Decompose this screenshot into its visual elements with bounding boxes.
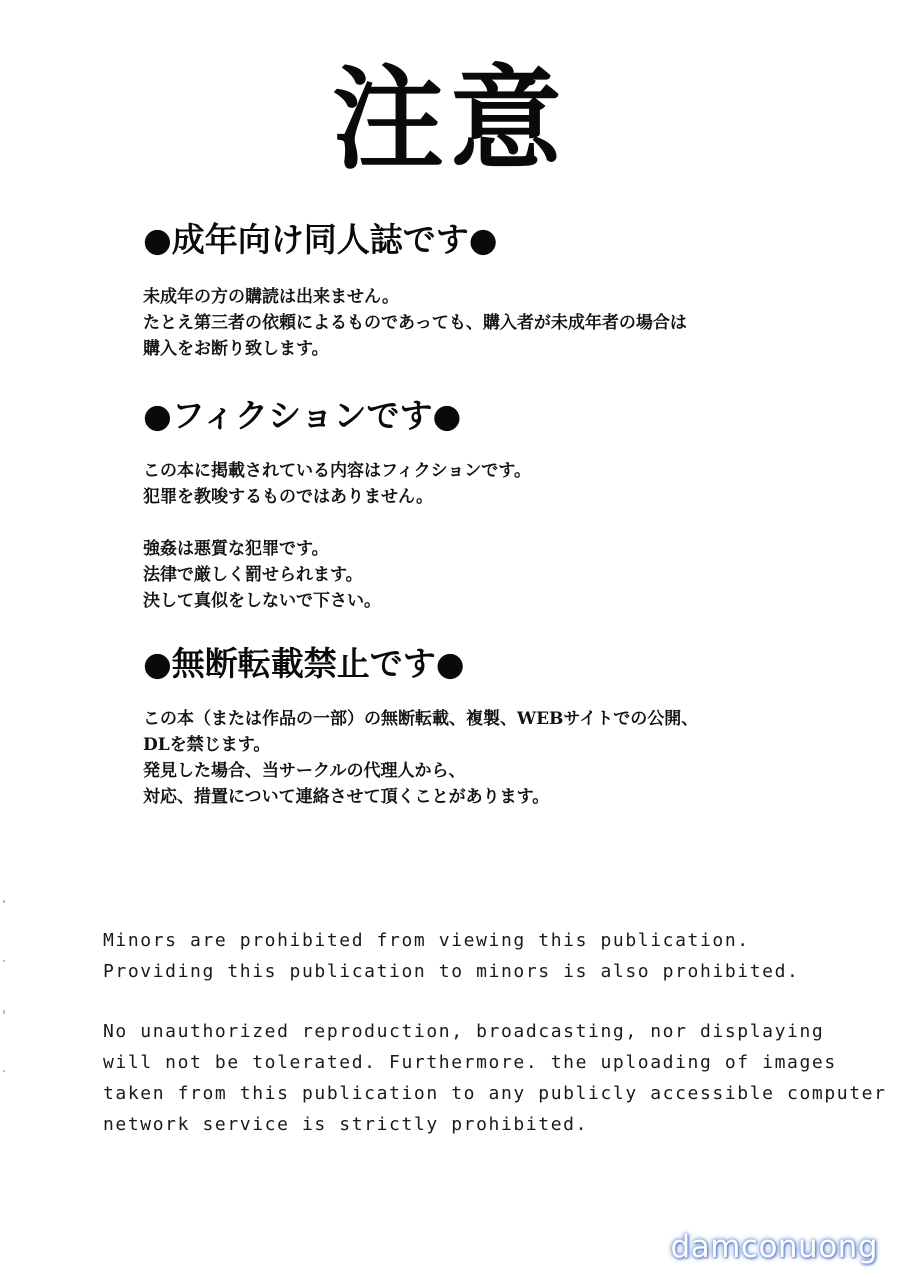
body-line: 法律で厳しく罰せられます。 [143,565,363,585]
body-line: 決して真似をしないで下さい。 [143,591,381,611]
body-line: DLを禁じます。 [143,735,271,755]
section-fiction [143,394,823,614]
section-heading: ●無断転載禁止です● [143,644,465,683]
body-line: この本（または作品の一部）の無断転載、複製、WEBサイトでの公開、 [143,709,699,729]
english-line: network service is strictly prohibited. [103,1114,589,1135]
scan-speck [3,900,5,903]
english-line: No unauthorized reproduction, broadcasting, nor displaying [103,1021,825,1042]
body-line-spacer [143,510,823,536]
section-heading: ●成年向け同人誌です● [143,220,498,259]
body-line: 犯罪を教唆するものではありません。 [143,487,434,507]
english-notice-reproduction [103,1016,887,1140]
scan-speck [3,1070,5,1072]
section-heading: ●フィクションです● [143,396,462,435]
body-line: この本に掲載されている内容はフィクションです。 [143,461,531,481]
scan-speck [3,1010,5,1014]
body-line: 未成年の方の購読は出来ません。 [143,287,400,307]
english-line: Providing this publication to minors is also prohibited. [103,961,800,982]
english-notice-minors [103,925,823,987]
section-body [143,706,823,810]
body-line: 強姦は悪質な犯罪です。 [143,539,329,559]
body-line: 購入をお断り致します。 [143,339,329,359]
english-line: will not be tolerated. Furthermore. the uploading of images [103,1052,837,1073]
body-line: 発見した場合、当サークルの代理人から、 [143,761,466,781]
body-line: たとえ第三者の依頼によるものであっても、購入者が未成年者の場合は [143,313,687,333]
section-no-reproduction [143,642,823,810]
scan-speck [3,960,5,962]
section-body [143,284,823,362]
english-line: Minors are prohibited from viewing this publication. [103,930,750,951]
section-body [143,458,823,614]
section-adult-content [143,218,823,362]
english-line: taken from this publication to any publicly accessible computer [103,1083,887,1104]
page-title: 注意 [332,55,568,185]
body-line: 対応、措置について連絡させて頂くことがあります。 [143,787,550,807]
site-watermark: damconuong [670,1229,878,1265]
